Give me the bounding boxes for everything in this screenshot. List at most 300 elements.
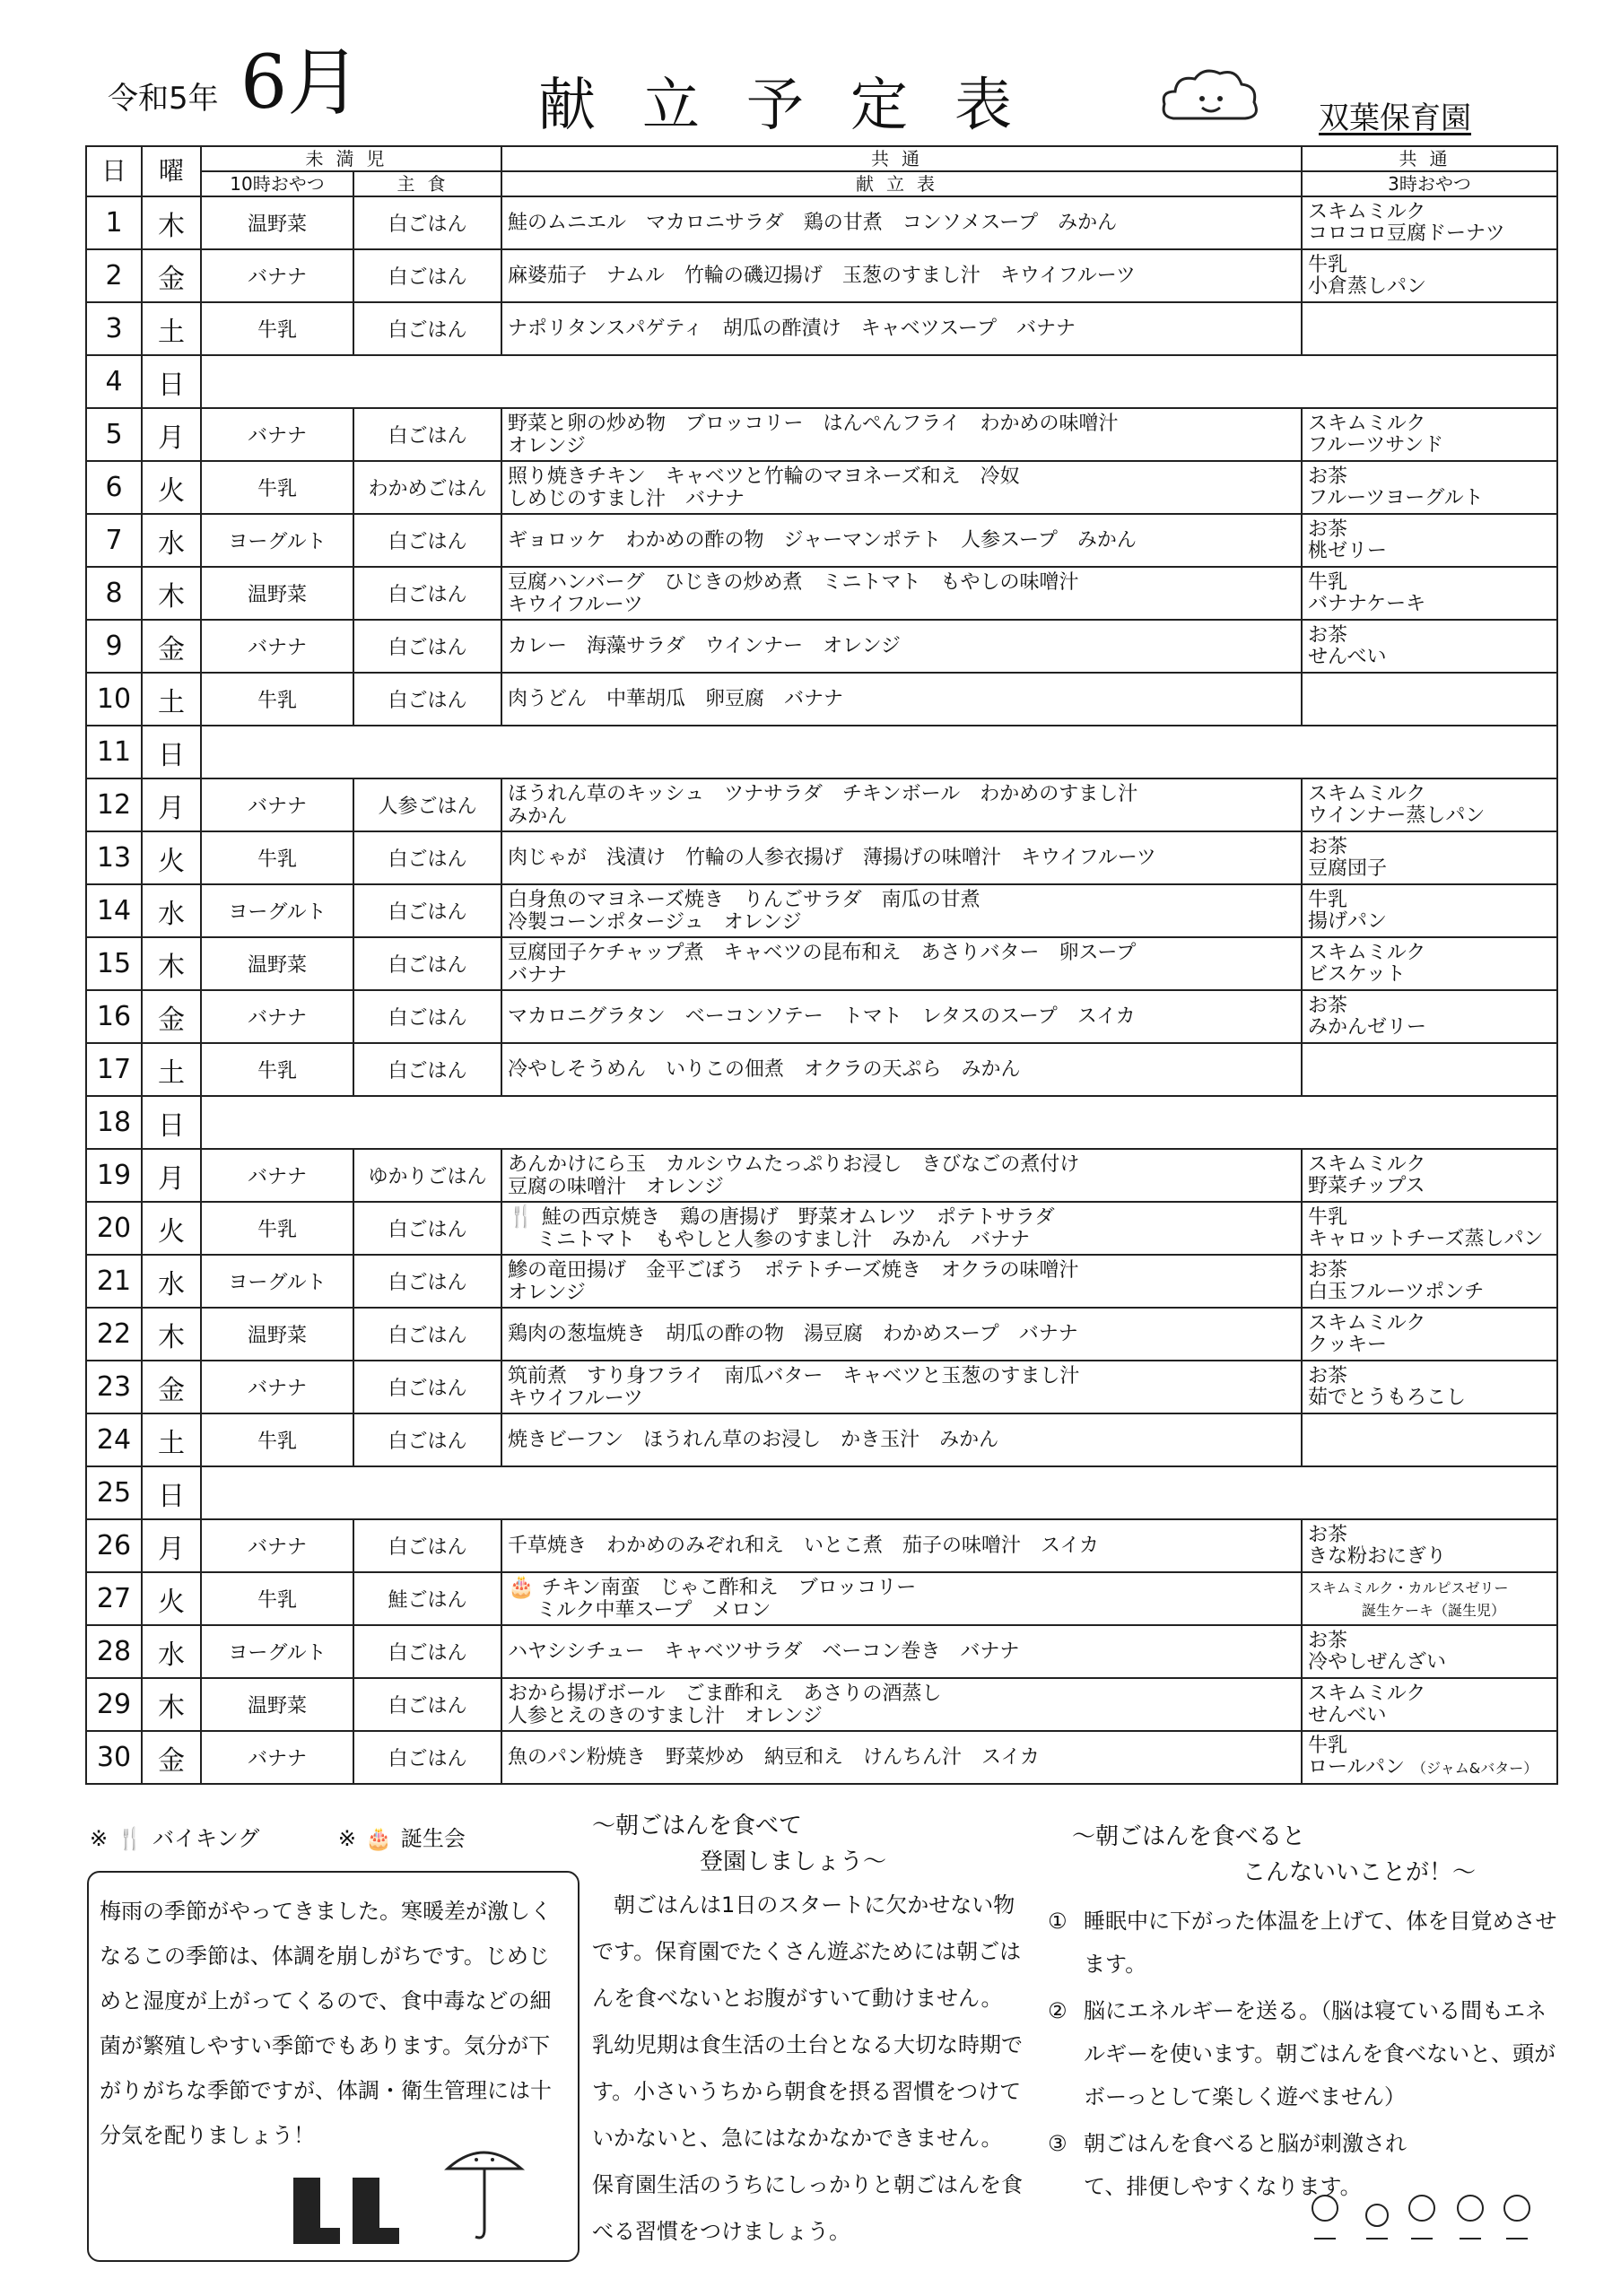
menu-line-1: 肉うどん 中華胡瓜 卵豆腐 バナナ	[508, 688, 844, 710]
legend-birthday-label: 誕生会	[400, 1826, 466, 1851]
snack-am-cell: バナナ	[201, 408, 353, 461]
menu-cell	[501, 937, 1302, 990]
menu-line-1: 鶏肉の葱塩焼き 胡瓜の酢の物 湯豆腐 わかめスープ バナナ	[508, 1323, 1078, 1345]
snack-pm-line-1: 牛乳	[1308, 888, 1348, 911]
table-row	[86, 302, 1557, 355]
menu-line-2: みかん	[508, 804, 568, 828]
table-row	[86, 1731, 1557, 1784]
table-row	[86, 1466, 1557, 1519]
snack-pm-line-2: フルーツサンド	[1308, 433, 1444, 457]
menu-line-1: おから揚げボール ごま酢和え あさりの酒蒸し	[508, 1682, 942, 1705]
table-row	[86, 1572, 1557, 1625]
table-row	[86, 673, 1557, 726]
snack-pm-line-2: キャロットチーズ蒸しパン	[1308, 1227, 1544, 1250]
weekday-cell: 日	[142, 1096, 201, 1149]
benefits-heading	[1072, 1819, 1556, 1891]
header-common: 共通	[501, 146, 1302, 171]
menu-table-body	[86, 196, 1557, 1784]
snack-pm-line-2: ビスケット	[1308, 962, 1406, 986]
table-row	[86, 831, 1557, 884]
holiday-cell	[201, 355, 1557, 408]
weekday-cell: 日	[142, 1466, 201, 1519]
header-common-2: 共通	[1302, 146, 1557, 171]
day-cell: 14	[86, 884, 142, 937]
menu-line-1: 麻婆茄子 ナムル 竹輪の磯辺揚げ 玉葱のすまし汁 キウイフルーツ	[508, 265, 1136, 287]
menu-line-1: ほうれん草のキッシュ ツナサラダ チキンボール わかめのすまし汁	[508, 782, 1138, 805]
snack-am-cell: バナナ	[201, 990, 353, 1043]
snack-pm-line-2: 揚げパン	[1308, 909, 1388, 933]
staple-cell: 白ごはん	[353, 1678, 501, 1731]
snack-pm-line-1: スキムミルク	[1308, 1152, 1426, 1176]
day-cell: 21	[86, 1255, 142, 1308]
cake-icon: 🎂	[365, 1826, 392, 1851]
menu-cell	[501, 1625, 1302, 1678]
menu-line-1: 野菜と卵の炒め物 ブロッコリー はんぺんフライ わかめの味噌汁	[508, 412, 1119, 435]
day-cell: 1	[86, 196, 142, 249]
menu-line-1: ギョロッケ わかめの酢の物 ジャーマンポテト 人参スープ みかん	[508, 529, 1137, 552]
snack-pm-cell	[1302, 1255, 1557, 1308]
staple-cell: 白ごはん	[353, 673, 501, 726]
list-item	[1048, 1900, 1559, 1986]
page-title: 献立予定表	[538, 73, 1059, 139]
weekday-cell: 月	[142, 1149, 201, 1202]
item-text: 朝ごはんを食べると脳が刺激されて、排便しやすくなります。	[1084, 2131, 1407, 2199]
staple-cell: 白ごはん	[353, 196, 501, 249]
day-cell: 2	[86, 249, 142, 302]
menu-cell	[501, 567, 1302, 620]
menu-cell	[501, 1202, 1302, 1255]
table-row	[86, 937, 1557, 990]
weekday-cell: 水	[142, 1625, 201, 1678]
menu-cell	[501, 831, 1302, 884]
menu-line-1: 白身魚のマヨネーズ焼き りんごサラダ 南瓜の甘煮	[508, 888, 980, 911]
boots-umbrella-icon	[277, 2142, 564, 2249]
snack-am-cell: バナナ	[201, 1149, 353, 1202]
fork-spoon-icon: 🍴	[117, 1826, 144, 1851]
table-row	[86, 196, 1557, 249]
menu-line-1: 筑前煮 すり身フライ 南瓜バター キャベツと玉葱のすまし汁	[508, 1364, 1080, 1387]
snack-pm-line-1: スキムミルク	[1308, 412, 1426, 435]
snack-pm-line-1: スキムミルク	[1308, 941, 1426, 964]
menu-line-1: カレー 海藻サラダ ウインナー オレンジ	[508, 635, 902, 657]
holiday-cell	[201, 1466, 1557, 1519]
snack-pm-cell	[1302, 461, 1557, 514]
day-cell: 29	[86, 1678, 142, 1731]
snack-pm-cell	[1302, 831, 1557, 884]
holiday-cell	[201, 726, 1557, 778]
snack-pm-line-1: お茶	[1308, 623, 1348, 647]
snack-pm-line-2: 豆腐団子	[1308, 857, 1388, 880]
table-row	[86, 884, 1557, 937]
snack-pm-cell	[1302, 302, 1557, 355]
season-notice-box	[87, 1871, 580, 2262]
menu-cell	[501, 620, 1302, 673]
cloud-face-icon	[1157, 65, 1265, 131]
menu-cell	[501, 1413, 1302, 1466]
snack-pm-line-2: きな粉おにぎり	[1308, 1544, 1447, 1568]
staple-cell: 白ごはん	[353, 1361, 501, 1413]
cake-icon: 🎂	[508, 1574, 535, 1599]
menu-cell	[501, 514, 1302, 567]
menu-line-2: オレンジ	[508, 434, 586, 457]
snack-pm-cell	[1302, 1678, 1557, 1731]
snack-am-cell: 牛乳	[201, 1202, 353, 1255]
snack-pm-line-1: お茶	[1308, 465, 1348, 488]
menu-line-2: しめじのすまし汁 バナナ	[508, 487, 745, 510]
staple-cell: 白ごはん	[353, 1202, 501, 1255]
weekday-cell: 金	[142, 249, 201, 302]
snack-pm-line-2: 桃ゼリー	[1308, 539, 1388, 562]
menu-cell	[501, 990, 1302, 1043]
day-cell: 4	[86, 355, 142, 408]
snack-pm-line-1: お茶	[1308, 994, 1348, 1017]
menu-cell	[501, 778, 1302, 831]
snack-am-cell: 牛乳	[201, 831, 353, 884]
day-cell: 12	[86, 778, 142, 831]
snack-pm-cell	[1302, 884, 1557, 937]
header-infant-group: 未満児	[201, 146, 501, 171]
table-row	[86, 1202, 1557, 1255]
weekday-cell: 月	[142, 408, 201, 461]
menu-line-1: ハヤシシチュー キャベツサラダ ベーコン巻き バナナ	[508, 1640, 1020, 1663]
snack-pm-cell	[1302, 620, 1557, 673]
menu-cell	[501, 1361, 1302, 1413]
table-row	[86, 355, 1557, 408]
day-cell: 9	[86, 620, 142, 673]
weekday-cell: 土	[142, 673, 201, 726]
header-menu: 献立表	[501, 171, 1302, 196]
menu-line-2: キウイフルーツ	[508, 593, 643, 616]
snack-am-cell: 温野菜	[201, 1678, 353, 1731]
snack-am-cell: 牛乳	[201, 1413, 353, 1466]
menu-cell	[501, 1519, 1302, 1572]
snack-pm-cell	[1302, 778, 1557, 831]
snack-am-cell: バナナ	[201, 778, 353, 831]
day-cell: 7	[86, 514, 142, 567]
snack-pm-cell	[1302, 673, 1557, 726]
breakfast-heading-line1: ～朝ごはんを食べて	[592, 1813, 803, 1839]
table-row	[86, 1678, 1557, 1731]
menu-line-1: 鮭のムニエル マカロニサラダ 鶏の甘煮 コンソメスープ みかん	[508, 212, 1118, 234]
snack-am-cell: バナナ	[201, 249, 353, 302]
menu-line-1: 豆腐ハンバーグ ひじきの炒め煮 ミニトマト もやしの味噌汁	[508, 570, 1079, 594]
school-name: 双葉保育園	[1319, 100, 1471, 136]
table-row	[86, 620, 1557, 673]
snack-am-cell: 牛乳	[201, 673, 353, 726]
weekday-cell: 火	[142, 461, 201, 514]
staple-cell: 白ごはん	[353, 408, 501, 461]
table-row	[86, 1149, 1557, 1202]
children-icon	[1305, 2188, 1538, 2242]
snack-pm-line-2: 野菜チップス	[1308, 1174, 1425, 1197]
table-row	[86, 1255, 1557, 1308]
snack-pm-line-1: お茶	[1308, 1523, 1348, 1546]
legend-mark: ※	[90, 1826, 109, 1851]
snack-pm-cell	[1302, 567, 1557, 620]
menu-cell	[501, 1572, 1302, 1625]
item-text: 脳にエネルギーを送る。（脳は寝ている間もエネルギーを使います。朝ごはんを食べないと、頭がボーっとして楽しく遊べません）	[1084, 1998, 1556, 2109]
weekday-cell: 水	[142, 884, 201, 937]
day-cell: 5	[86, 408, 142, 461]
menu-line-2: キウイフルーツ	[508, 1387, 643, 1410]
menu-cell	[501, 249, 1302, 302]
legend	[90, 1821, 475, 1852]
snack-pm-cell	[1302, 514, 1557, 567]
table-row	[86, 1413, 1557, 1466]
day-cell: 20	[86, 1202, 142, 1255]
staple-cell: 白ごはん	[353, 514, 501, 567]
day-cell: 16	[86, 990, 142, 1043]
weekday-cell: 水	[142, 514, 201, 567]
snack-pm-line-2: コロコロ豆腐ドーナツ	[1308, 222, 1505, 245]
snack-pm-cell	[1302, 1149, 1557, 1202]
snack-am-cell: 温野菜	[201, 937, 353, 990]
header-snack-pm: 3時おやつ	[1302, 171, 1557, 196]
day-cell: 26	[86, 1519, 142, 1572]
day-cell: 30	[86, 1731, 142, 1784]
snack-pm-line-2: ロールパン	[1308, 1756, 1406, 1779]
weekday-cell: 金	[142, 1361, 201, 1413]
menu-line-2: 豆腐の味噌汁 オレンジ	[508, 1175, 724, 1198]
staple-cell: 白ごはん	[353, 831, 501, 884]
snack-pm-cell	[1302, 1572, 1557, 1625]
snack-am-cell: 温野菜	[201, 196, 353, 249]
snack-pm-line-2: せんべい	[1308, 645, 1387, 668]
menu-line-2: ミルク中華スープ メロン	[536, 1599, 771, 1622]
menu-line-1: 照り焼きチキン キャベツと竹輪のマヨネーズ和え 冷奴	[508, 465, 1020, 488]
snack-am-cell: 温野菜	[201, 1308, 353, 1361]
day-cell: 11	[86, 726, 142, 778]
snack-pm-line-2: せんべい	[1308, 1703, 1387, 1726]
benefits-heading-line2: こんないいことが！～	[1242, 1859, 1477, 1886]
day-cell: 6	[86, 461, 142, 514]
table-row	[86, 514, 1557, 567]
menu-line-1: 焼きビーフン ほうれん草のお浸し かき玉汁 みかん	[508, 1429, 999, 1451]
item-number: ②	[1048, 1998, 1068, 2023]
snack-pm-cell	[1302, 937, 1557, 990]
item-number: ①	[1048, 1909, 1068, 1934]
snack-pm-cell	[1302, 990, 1557, 1043]
menu-line-2: ミニトマト もやしと人参のすまし汁 みかん バナナ	[536, 1229, 1031, 1251]
snack-pm-line-2: 茹でとうもろこし	[1308, 1386, 1467, 1409]
day-cell: 3	[86, 302, 142, 355]
snack-pm-cell	[1302, 1519, 1557, 1572]
item-number: ③	[1048, 2131, 1068, 2156]
table-row	[86, 1361, 1557, 1413]
legend-buffet-label: バイキング	[153, 1826, 260, 1851]
menu-cell	[501, 1255, 1302, 1308]
snack-pm-cell	[1302, 1202, 1557, 1255]
snack-pm-line-1: 牛乳	[1308, 570, 1348, 594]
day-cell: 28	[86, 1625, 142, 1678]
season-notice-text: 梅雨の季節がやってきました。寒暖差が激しくなるこの季節は、体調を崩しがちです。じめじめと湿度が上がってくるので、食中毒などの細菌が繁殖しやすい季節でもあります。気分が下がりがちな季節ですが、体調・衛生管理には十分気を配りましょう！	[100, 1899, 552, 2148]
day-cell: 8	[86, 567, 142, 620]
weekday-cell: 木	[142, 1308, 201, 1361]
fork-spoon-icon: 🍴	[508, 1204, 535, 1229]
snack-pm-note: （ジャム&バター）	[1412, 1760, 1538, 1777]
weekday-cell: 金	[142, 620, 201, 673]
menu-line-1: 肉じゃが 浅漬け 竹輪の人参衣揚げ 薄揚げの味噌汁 キウイフルーツ	[508, 847, 1156, 869]
snack-pm-line-1: 牛乳	[1308, 1735, 1348, 1757]
snack-pm-cell	[1302, 1308, 1557, 1361]
menu-cell	[501, 673, 1302, 726]
staple-cell: 白ごはん	[353, 249, 501, 302]
legend-mark: ※	[337, 1826, 357, 1851]
snack-am-cell: 牛乳	[201, 461, 353, 514]
snack-pm-line-2: フルーツヨーグルト	[1308, 486, 1484, 509]
menu-line-1: チキン南蛮 じゃこ酢和え ブロッコリー	[541, 1577, 917, 1599]
header-day: 日	[86, 146, 142, 196]
weekday-cell: 火	[142, 831, 201, 884]
weekday-cell: 月	[142, 778, 201, 831]
menu-line-1: 冷やしそうめん いりこの佃煮 オクラの天ぷら みかん	[508, 1058, 1021, 1081]
menu-cell	[501, 1308, 1302, 1361]
menu-line-1: 鰺の竜田揚げ 金平ごぼう ポテトチーズ焼き オクラの味噌汁	[508, 1258, 1079, 1282]
staple-cell: わかめごはん	[353, 461, 501, 514]
snack-pm-line-2: 冷やしぜんざい	[1308, 1650, 1447, 1674]
month-label: 6月	[240, 40, 362, 126]
menu-line-1: マカロニグラタン ベーコンソテー トマト レタスのスープ スイカ	[508, 1005, 1136, 1028]
snack-pm-line-2: みかんゼリー	[1308, 1015, 1427, 1039]
weekday-cell: 日	[142, 355, 201, 408]
snack-pm-cell	[1302, 196, 1557, 249]
staple-cell: 白ごはん	[353, 1731, 501, 1784]
snack-pm-cell	[1302, 408, 1557, 461]
weekday-cell: 木	[142, 937, 201, 990]
table-row	[86, 408, 1557, 461]
staple-cell: 白ごはん	[353, 990, 501, 1043]
snack-pm-line-1: 牛乳	[1308, 253, 1348, 276]
table-row	[86, 249, 1557, 302]
weekday-cell: 木	[142, 1678, 201, 1731]
snack-pm-line-1: スキムミルク・カルピスゼリー	[1308, 1578, 1509, 1596]
snack-pm-cell	[1302, 1625, 1557, 1678]
staple-cell: 鮭ごはん	[353, 1572, 501, 1625]
snack-pm-line-2: 白玉フルーツポンチ	[1308, 1280, 1485, 1303]
weekday-cell: 火	[142, 1572, 201, 1625]
menu-cell	[501, 1678, 1302, 1731]
snack-am-cell: ヨーグルト	[201, 884, 353, 937]
day-cell: 27	[86, 1572, 142, 1625]
snack-am-cell: バナナ	[201, 1519, 353, 1572]
menu-cell	[501, 196, 1302, 249]
header-snack-am: 10時おやつ	[201, 171, 353, 196]
menu-line-1: 豆腐団子ケチャップ煮 キャベツの昆布和え あさりバター 卵スープ	[508, 941, 1137, 964]
table-row	[86, 1519, 1557, 1572]
snack-pm-line-1: お茶	[1308, 1258, 1348, 1282]
weekday-cell: 木	[142, 196, 201, 249]
menu-line-2: 冷製コーンポタージュ オレンジ	[508, 910, 802, 934]
snack-pm-line-1: スキムミルク	[1308, 782, 1426, 805]
table-row	[86, 1096, 1557, 1149]
snack-pm-line-1: 牛乳	[1308, 1205, 1348, 1229]
staple-cell: 白ごはん	[353, 1043, 501, 1096]
staple-cell: 白ごはん	[353, 302, 501, 355]
snack-am-cell: バナナ	[201, 620, 353, 673]
breakfast-heading-line2: 登園しましょう～	[700, 1848, 887, 1875]
staple-cell: 白ごはん	[353, 1255, 501, 1308]
snack-pm-cell	[1302, 1731, 1557, 1784]
menu-cell	[501, 1043, 1302, 1096]
menu-line-1: ナポリタンスパゲティ 胡瓜の酢漬け キャベツスープ バナナ	[508, 317, 1076, 340]
snack-pm-line-2: 小倉蒸しパン	[1308, 274, 1427, 298]
snack-pm-cell	[1302, 249, 1557, 302]
snack-am-cell: ヨーグルト	[201, 1625, 353, 1678]
table-row	[86, 1043, 1557, 1096]
snack-pm-line-1: お茶	[1308, 1364, 1348, 1387]
snack-pm-line-1: お茶	[1308, 1629, 1348, 1652]
day-cell: 13	[86, 831, 142, 884]
table-row	[86, 726, 1557, 778]
weekday-cell: 日	[142, 726, 201, 778]
snack-am-cell: バナナ	[201, 1361, 353, 1413]
day-cell: 10	[86, 673, 142, 726]
snack-am-cell: 温野菜	[201, 567, 353, 620]
benefits-heading-line1: ～朝ごはんを食べると	[1072, 1823, 1306, 1850]
snack-pm-line-2: バナナケーキ	[1308, 592, 1426, 615]
weekday-cell: 土	[142, 302, 201, 355]
snack-pm-line-1: お茶	[1308, 517, 1348, 541]
snack-pm-line-2: クッキー	[1308, 1333, 1388, 1356]
staple-cell: 白ごはん	[353, 1413, 501, 1466]
weekday-cell: 水	[142, 1255, 201, 1308]
staple-cell: 白ごはん	[353, 1308, 501, 1361]
staple-cell: 白ごはん	[353, 567, 501, 620]
weekday-cell: 土	[142, 1413, 201, 1466]
menu-cell	[501, 884, 1302, 937]
weekday-cell: 土	[142, 1043, 201, 1096]
snack-pm-line-1: スキムミルク	[1308, 1311, 1426, 1335]
table-row	[86, 1625, 1557, 1678]
header-weekday: 曜	[142, 146, 201, 196]
weekday-cell: 月	[142, 1519, 201, 1572]
snack-am-cell: バナナ	[201, 1731, 353, 1784]
item-text: 睡眠中に下がった体温を上げて、体を目覚めさせます。	[1084, 1909, 1557, 1977]
staple-cell: 人参ごはん	[353, 778, 501, 831]
staple-cell: ゆかりごはん	[353, 1149, 501, 1202]
table-row	[86, 778, 1557, 831]
snack-am-cell: 牛乳	[201, 1043, 353, 1096]
holiday-cell	[201, 1096, 1557, 1149]
day-cell: 17	[86, 1043, 142, 1096]
menu-line-1: 鮭の西京焼き 鶏の唐揚げ 野菜オムレツ ポテトサラダ	[541, 1206, 1055, 1229]
menu-line-1: 千草焼き わかめのみぞれ和え いとこ煮 茄子の味噌汁 スイカ	[508, 1535, 1099, 1557]
list-item	[1048, 1989, 1559, 2118]
snack-pm-line-2: 誕生ケーキ（誕生児）	[1362, 1601, 1506, 1619]
menu-line-1: あんかけにら玉 カルシウムたっぷりお浸し きびなごの煮付け	[508, 1152, 1080, 1176]
staple-cell: 白ごはん	[353, 884, 501, 937]
snack-am-cell: 牛乳	[201, 1572, 353, 1625]
day-cell: 19	[86, 1149, 142, 1202]
staple-cell: 白ごはん	[353, 1625, 501, 1678]
day-cell: 25	[86, 1466, 142, 1519]
snack-pm-cell	[1302, 1361, 1557, 1413]
menu-table	[85, 145, 1558, 1785]
snack-pm-line-2: ウインナー蒸しパン	[1308, 804, 1486, 827]
table-row	[86, 567, 1557, 620]
weekday-cell: 金	[142, 990, 201, 1043]
menu-line-2: オレンジ	[508, 1281, 586, 1304]
snack-pm-line-1: スキムミルク	[1308, 1682, 1426, 1705]
weekday-cell: 火	[142, 1202, 201, 1255]
snack-pm-cell	[1302, 1413, 1557, 1466]
menu-line-2: バナナ	[508, 963, 568, 987]
snack-am-cell: ヨーグルト	[201, 514, 353, 567]
staple-cell: 白ごはん	[353, 937, 501, 990]
menu-cell	[501, 1149, 1302, 1202]
staple-cell: 白ごはん	[353, 1519, 501, 1572]
menu-line-2: 人参とえのきのすまし汁 オレンジ	[508, 1704, 823, 1727]
